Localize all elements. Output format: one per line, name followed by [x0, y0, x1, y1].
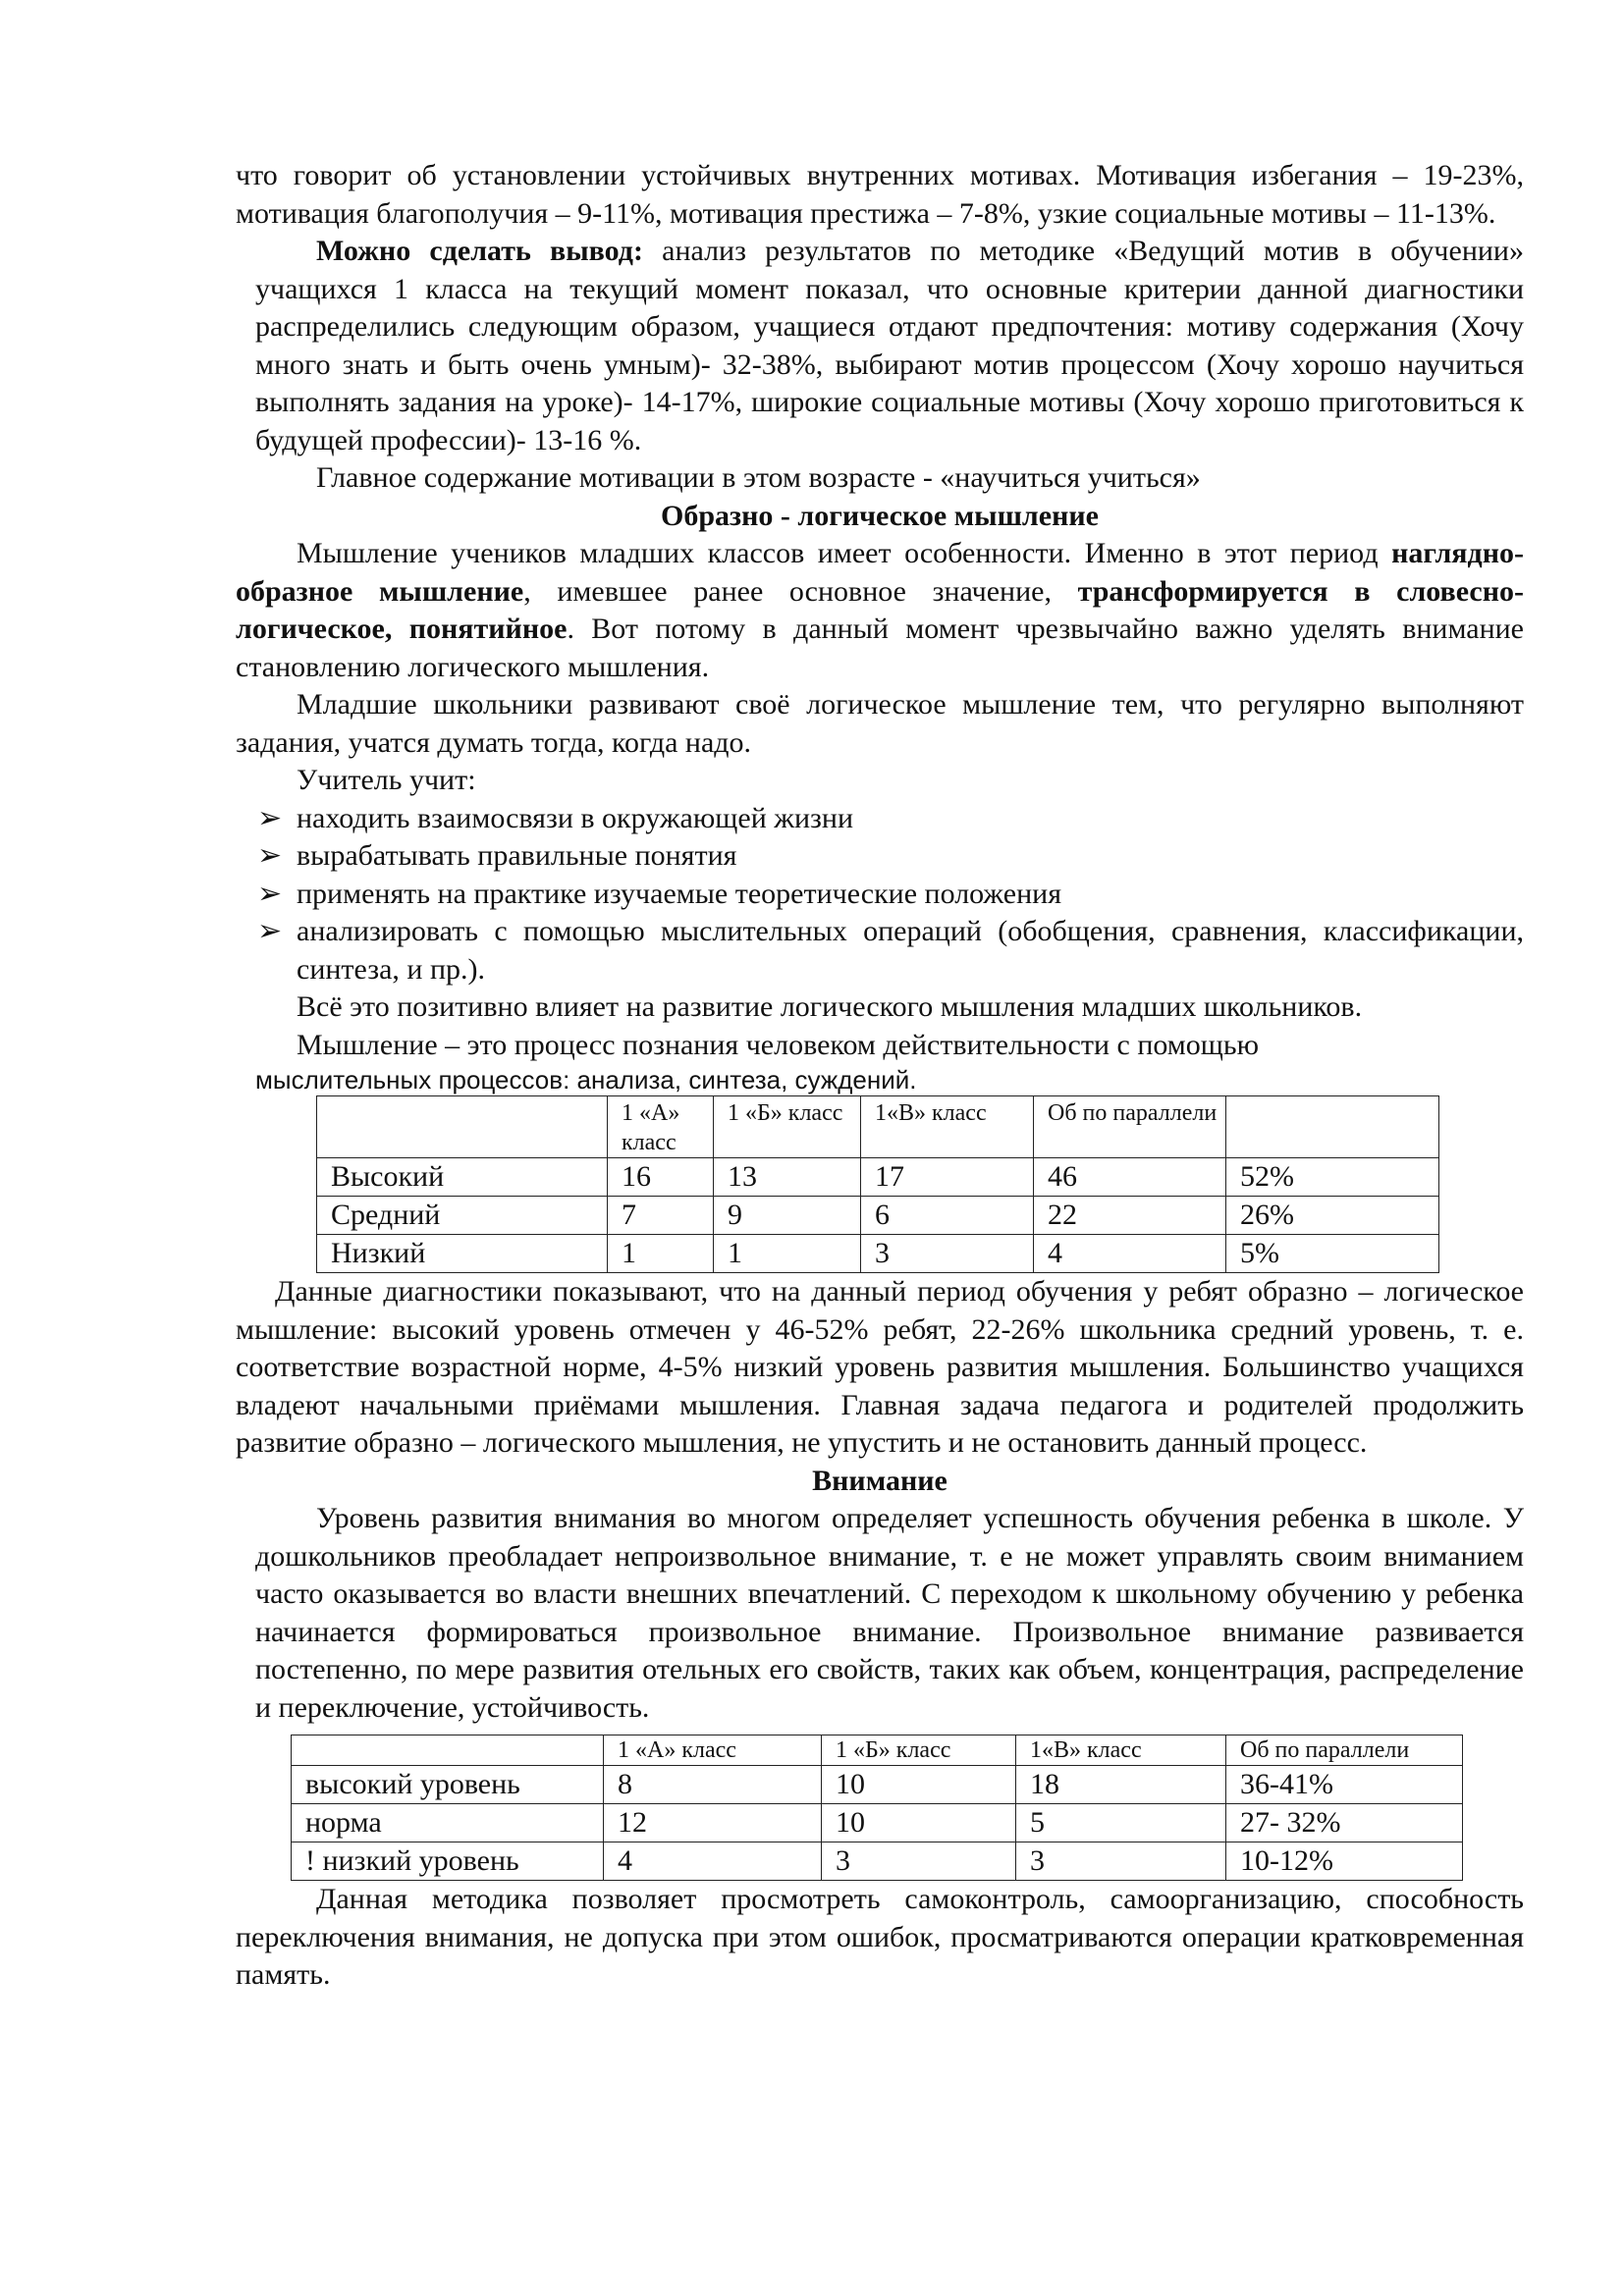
- table-cell: 27- 32%: [1226, 1804, 1463, 1842]
- table-row: [317, 1158, 1439, 1197]
- table-header-cell: 1«В» класс: [1016, 1735, 1226, 1766]
- table-cell: 18: [1016, 1766, 1226, 1804]
- table-cell: 3: [1016, 1842, 1226, 1881]
- section-heading-thinking: Образно - логическое мышление: [661, 499, 1099, 532]
- text: . Вот потому в данный момент чрезвычайно важно уделять внимание становлению логического мышления.: [236, 613, 1524, 683]
- table-header-cell: 1«В» класс: [861, 1096, 1034, 1158]
- paragraph: мыслительных процессов: анализа, синтеза, суждений.: [255, 1065, 917, 1095]
- conclusion-lead: Можно сделать вывод:: [316, 235, 643, 267]
- table-cell: 13: [714, 1158, 861, 1197]
- table-cell: 36-41%: [1226, 1766, 1463, 1804]
- table-cell: 1: [714, 1235, 861, 1273]
- table-cell: высокий уровень: [292, 1766, 604, 1804]
- text: , имевшее ранее основное значение,: [523, 574, 1078, 608]
- table-row: [292, 1842, 1463, 1881]
- table-cell: 22: [1034, 1197, 1226, 1235]
- table-cell: 5%: [1226, 1235, 1439, 1273]
- paragraph: Мышление – это процесс познания человеком действительности с помощью: [297, 1028, 1259, 1061]
- table-cell: ! низкий уровень: [292, 1842, 604, 1881]
- bold-term: трансформируется в словесно-логическое, понятийное: [236, 574, 1524, 645]
- paragraph: Уровень развития внимания во многом определяет успешность обучения ребенка в школе. У дошкольников преобладает непроизвольное внимание, т. е не может управлять своим вниманием часто оказывается во власти внешних впечатлений. С переходом к школьному обучению у ребенка начинается формироваться произвольное внимание. Произвольное внимание развивается постепенно, по мере развития отельных его свойств, таких как объем, концентрация, распределение и переключение, устойчивость.: [255, 1502, 1524, 1724]
- paragraph: Младшие школьники развивают своё логическое мышление тем, что регулярно выполняют задания, учатся думать тогда, когда надо.: [236, 688, 1524, 759]
- conclusion-paragraph: [255, 233, 1524, 459]
- table-cell: 3: [861, 1235, 1034, 1273]
- table-cell: 8: [604, 1766, 822, 1804]
- paragraph: Учитель учит:: [297, 764, 476, 796]
- table-cell: Низкий: [317, 1235, 608, 1273]
- table-header-cell: [317, 1096, 608, 1158]
- table-header-cell: 1 «Б» класс: [822, 1735, 1016, 1766]
- table-header-cell: Об по параллели: [1034, 1096, 1226, 1158]
- list-item: ➢ применять на практике изучаемые теоретические положения: [236, 876, 1524, 914]
- table-cell: 5: [1016, 1804, 1226, 1842]
- conclusion-text: анализ результатов по методике «Ведущий мотив в обучении» учащихся 1 класса на текущий момент показал, что основные критерии данной диагностики распределились следующим образом, учащиеся отдают предпочтения: мотиву содержания (Хочу много знать и быть очень умным)- 32-38%, выбирают мотив процессом (Хочу хорошо научиться выполнять задания на уроке)- 14-17%, широкие социальные мотивы (Хочу хорошо приготовиться к будущей профессии)- 13-16 %.: [255, 235, 1524, 456]
- table-cell: 10-12%: [1226, 1842, 1463, 1881]
- table-cell: 4: [604, 1842, 822, 1881]
- table-cell: 10: [822, 1804, 1016, 1842]
- table-header-cell: [292, 1735, 604, 1766]
- table-header-cell: Об по параллели: [1226, 1735, 1463, 1766]
- paragraph: Данная методика позволяет просмотреть самоконтроль, самоорганизацию, способность переключения внимания, не допуска при этом ошибок, просматриваются операции кратковременная память.: [236, 1883, 1524, 1991]
- paragraph: Главное содержание мотивации в этом возрасте - «научиться учиться»: [316, 461, 1201, 494]
- thinking-table: [316, 1095, 1439, 1273]
- table-header-cell: 1 «А» класс: [604, 1735, 822, 1766]
- table-cell: 4: [1034, 1235, 1226, 1273]
- table-cell: 1: [608, 1235, 714, 1273]
- list-item: ➢ находить взаимосвязи в окружающей жизни: [236, 800, 1524, 838]
- section-heading-attention: Внимание: [812, 1464, 947, 1497]
- table-cell: Высокий: [317, 1158, 608, 1197]
- teacher-list: [236, 800, 1524, 989]
- text: Мышление учеников младших классов имеет особенности. Именно в этот период: [297, 537, 1392, 569]
- table-row: [317, 1235, 1439, 1273]
- arrow-bullet-icon: ➢: [257, 877, 283, 910]
- table-header-row: [292, 1735, 1463, 1766]
- attention-table: [291, 1735, 1463, 1881]
- document-body: [236, 157, 1524, 1995]
- table-row: [292, 1766, 1463, 1804]
- table-row: [292, 1804, 1463, 1842]
- table-row: [317, 1197, 1439, 1235]
- table-cell: 7: [608, 1197, 714, 1235]
- table-header-cell: 1 «А» класс: [608, 1096, 714, 1158]
- table-cell: 3: [822, 1842, 1016, 1881]
- table-cell: норма: [292, 1804, 604, 1842]
- bold-term: наглядно-образное мышление: [236, 537, 1524, 608]
- table-header-row: [317, 1096, 1439, 1158]
- paragraph-thinking: [236, 535, 1524, 686]
- table-cell: 26%: [1226, 1197, 1439, 1235]
- table-header-cell: [1226, 1096, 1439, 1158]
- list-item: ➢ анализировать с помощью мыслительных операций (обобщения, сравнения, классификации, синтеза, и пр.).: [257, 915, 1524, 986]
- table-cell: 9: [714, 1197, 861, 1235]
- paragraph: Данные диагностики показывают, что на данный период обучения у ребят образно – логическое мышление: высокий уровень отмечен у 46-52% ребят, 22-26% школьника средний уровень, т. е. соответствие возрастной норме, 4-5% низкий уровень развития мышления. Большинство учащихся владеют начальными приёмами мышления. Главная задача педагога и родителей продолжить развитие образно – логического мышления, не упустить и не остановить данный процесс.: [236, 1275, 1524, 1459]
- table-cell: 6: [861, 1197, 1034, 1235]
- table-cell: 16: [608, 1158, 714, 1197]
- table-header-cell: 1 «Б» класс: [714, 1096, 861, 1158]
- table-cell: 10: [822, 1766, 1016, 1804]
- table-cell: 12: [604, 1804, 822, 1842]
- list-item: ➢ вырабатывать правильные понятия: [236, 837, 1524, 876]
- table-cell: 17: [861, 1158, 1034, 1197]
- paragraph: что говорит об установлении устойчивых внутренних мотивах. Мотивация избегания – 19-23%, мотивация благополучия – 9-11%, мотивация престижа – 7-8%, узкие социальные мотивы – 11-13%.: [236, 159, 1524, 230]
- table-cell: 46: [1034, 1158, 1226, 1197]
- arrow-bullet-icon: ➢: [257, 839, 283, 872]
- arrow-bullet-icon: ➢: [257, 915, 283, 947]
- paragraph: Всё это позитивно влияет на развитие логического мышления младших школьников.: [297, 990, 1363, 1023]
- arrow-bullet-icon: ➢: [257, 801, 283, 834]
- table-cell: 52%: [1226, 1158, 1439, 1197]
- table-cell: Средний: [317, 1197, 608, 1235]
